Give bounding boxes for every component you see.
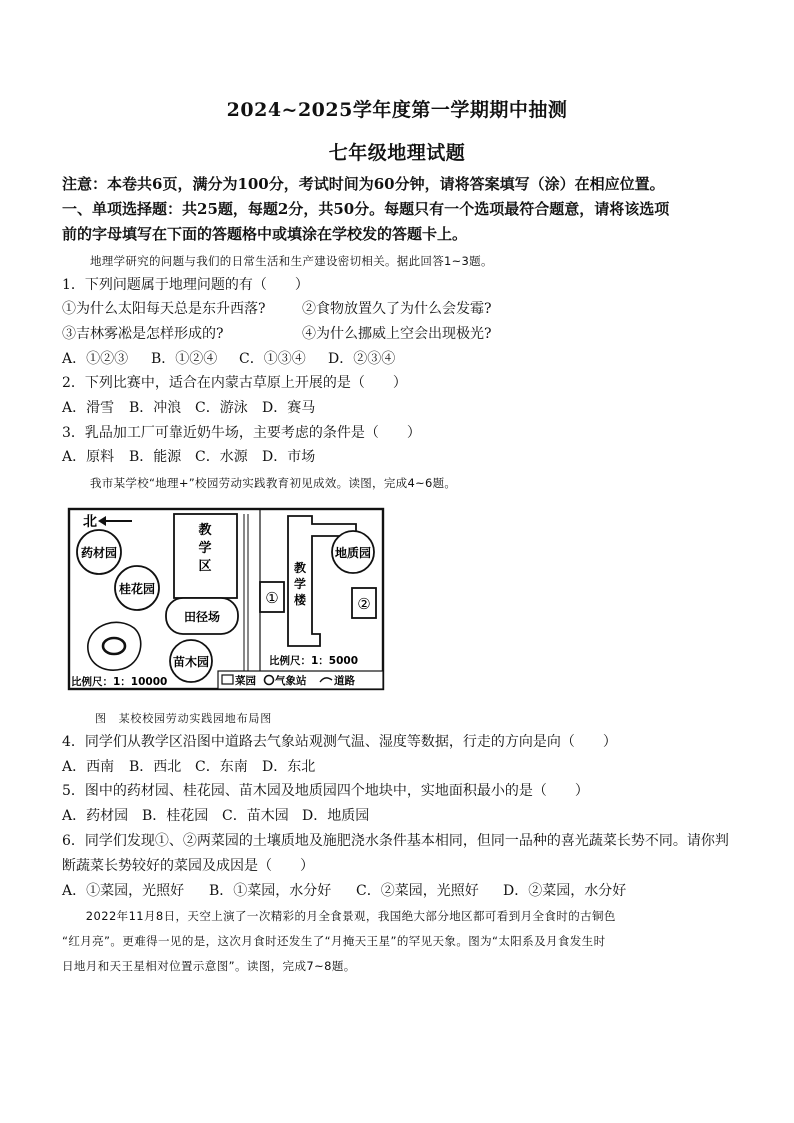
section1-instruction-line2: 前的字母填写在下面的答题格中或填涂在学校发的答题卡上。 [62, 225, 468, 243]
scale-right: 比例尺：1：5000 [269, 655, 359, 667]
intro-q1-3: 地理学研究的问题与我们的日常生活和生产建设密切相关。据此回答1~3题。 [90, 254, 493, 268]
legend-plot-icon [222, 675, 233, 684]
q6-option-c[interactable]: C．②菜园，光照好 [356, 883, 479, 899]
q2-option-b[interactable]: B．冲浪 [129, 400, 182, 416]
north-label: 北 [83, 514, 97, 530]
q4-option-b[interactable]: B．西北 [129, 759, 182, 775]
q1-option-c[interactable]: C．①③④ [239, 351, 306, 367]
scale-left: 比例尺：1：10000 [71, 676, 168, 688]
q3-option-a[interactable]: A．原料 [62, 449, 115, 465]
legend-road-label: 道路 [334, 675, 355, 687]
track-field-label: 田径场 [183, 610, 221, 624]
exam-title: 2024~2025学年度第一学期期中抽测 [226, 99, 568, 121]
section1-instruction-line1: 一、单项选择题：共25题，每题2分，共50分。每题只有一个选项最符合题意，请将该选项 [62, 200, 670, 218]
q6-options [62, 882, 626, 900]
q4-options [62, 758, 315, 776]
q5-option-c[interactable]: C．苗木园 [222, 808, 289, 824]
q2-option-c[interactable]: C．游泳 [195, 400, 248, 416]
q5-option-b[interactable]: B．桂花园 [142, 808, 209, 824]
weather-station-icon [88, 622, 141, 670]
q2-stem: 2．下列比赛中，适合在内蒙古草原上开展的是（ ） [62, 375, 407, 391]
q1-option-b[interactable]: B．①②④ [151, 351, 218, 367]
q1-stem: 1．下列问题属于地理问题的有（ ） [62, 277, 309, 293]
q2-option-a[interactable]: A．滑雪 [62, 400, 115, 416]
q6-stem-line2: 断蔬菜长势较好的菜园及成因是（ ） [62, 858, 314, 874]
campus-map-svg [66, 506, 386, 692]
teaching-building-char3: 楼 [293, 593, 307, 607]
q1-item1: ①为什么太阳每天总是东升西落? [62, 301, 266, 317]
q6-option-b[interactable]: B．①菜园，水分好 [209, 883, 332, 899]
intro-q7-8 [62, 904, 734, 979]
exam-subtitle: 七年级地理试题 [328, 142, 466, 164]
q4-stem: 4．同学们从教学区沿图中道路去气象站观测气温、湿度等数据，行走的方向是向（ ） [62, 734, 617, 750]
plot2-label: ② [357, 595, 371, 613]
yaocai-label: 药材园 [80, 546, 118, 560]
q1-options [62, 350, 395, 368]
teaching-area-char2: 学 [198, 541, 212, 556]
legend-plot-label: 菜园 [235, 675, 256, 687]
q3-option-c[interactable]: C．水源 [195, 449, 248, 465]
miaomu-label: 苗木园 [172, 655, 210, 669]
intro-q4-6: 我市某学校“地理+”校园劳动实践教育初见成效。读图，完成4~6题。 [90, 476, 457, 490]
legend-weather-icon [265, 676, 274, 685]
q2-options [62, 399, 315, 417]
guihua-label: 桂花园 [118, 582, 156, 596]
teaching-area-char1: 教 [198, 523, 212, 538]
q4-option-c[interactable]: C．东南 [195, 759, 248, 775]
q3-option-b[interactable]: B．能源 [129, 449, 182, 465]
map-caption: 图 某校校园劳动实践园地布局图 [95, 712, 272, 725]
dizhi-label: 地质园 [334, 546, 372, 560]
q1-option-d[interactable]: D．②③④ [328, 351, 396, 367]
intro-q7-8-line3: 日地月和天王星相对位置示意图”。读图，完成7~8题。 [62, 959, 356, 973]
q4-option-d[interactable]: D．东北 [262, 759, 316, 775]
q6-option-d[interactable]: D．②菜园，水分好 [503, 883, 627, 899]
q3-options [62, 448, 315, 466]
q1-item4: ④为什么挪威上空会出现极光? [302, 326, 492, 342]
q1-item3: ③吉林雾凇是怎样形成的? [62, 326, 224, 342]
q1-item2: ②食物放置久了为什么会发霉? [302, 301, 492, 317]
plot1-label: ① [265, 589, 279, 607]
teaching-building-char2: 学 [293, 577, 307, 591]
q5-option-a[interactable]: A．药材园 [62, 808, 129, 824]
q6-stem-line1: 6．同学们发现①、②两菜园的土壤质地及施肥浇水条件基本相同，但同一品种的喜光蔬菜长势不同。请你判 [62, 833, 729, 849]
intro-q7-8-line2: “红月亮”。更难得一见的是，这次月食时还发生了“月掩天王星”的罕见天象。图为“太阳系及月食发生时 [62, 934, 606, 948]
q5-stem: 5．图中的药材园、桂花园、苗木园及地质园四个地块中，实地面积最小的是（ ） [62, 783, 589, 799]
q2-option-d[interactable]: D．赛马 [262, 400, 316, 416]
campus-map [66, 506, 386, 692]
q3-option-d[interactable]: D．市场 [262, 449, 316, 465]
teaching-building-char1: 教 [293, 561, 307, 575]
q3-stem: 3．乳品加工厂可靠近奶牛场，主要考虑的条件是（ ） [62, 425, 421, 441]
q4-option-a[interactable]: A．西南 [62, 759, 115, 775]
q5-option-d[interactable]: D．地质园 [302, 808, 370, 824]
q6-option-a[interactable]: A．①菜园，光照好 [62, 883, 185, 899]
exam-notice: 注意：本卷共6页，满分为100分，考试时间为60分钟，请将答案填写（涂）在相应位置。 [62, 175, 665, 193]
legend-weather-label: 气象站 [275, 675, 307, 687]
intro-q7-8-line1: 2022年11月8日，天空上演了一次精彩的月全食景观，我国绝大部分地区都可看到月全食时的古铜色 [62, 909, 616, 923]
teaching-area-char3: 区 [198, 559, 212, 574]
q1-option-a[interactable]: A．①②③ [62, 351, 129, 367]
q5-options [62, 807, 369, 825]
